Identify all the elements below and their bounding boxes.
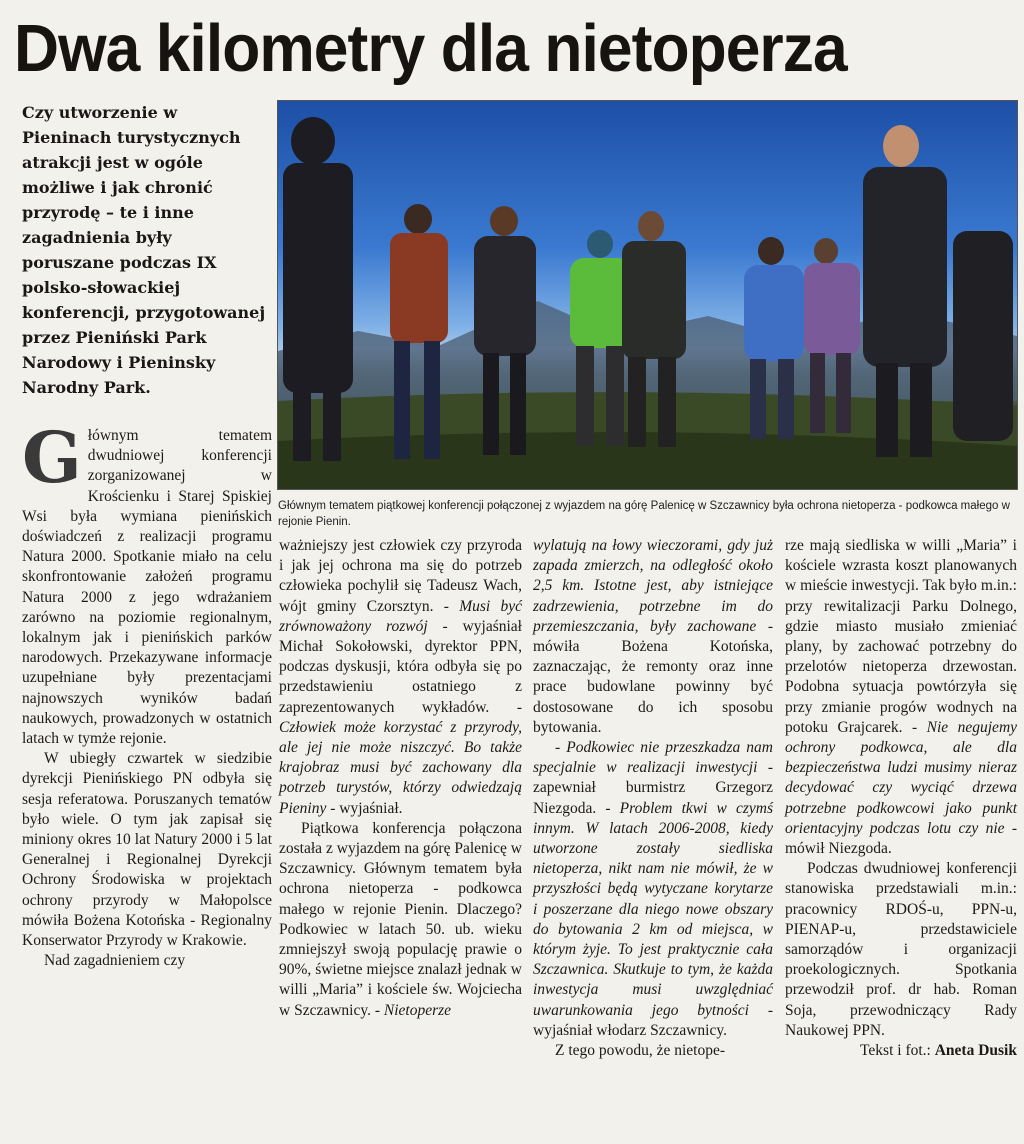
author-credit	[785, 1041, 1017, 1061]
text-run: - wyjaśniał.	[330, 799, 403, 817]
quote: Problem tkwi w czymś innym. W latach 2006-2008, kiedy utworzone zostały siedliska nietoperza, nikt nam nie mówił, że w przyszłości będą wytyczane korytarze i poszerzane dla niego nowe obszary do bytowania 2 km od miejsca, w którym żyje. To jest praktycznie cała Szczawnica. Skutkuje to tym, że każda inwestycja musi uwzględniać uwarunkowania jego bytności	[533, 799, 773, 1019]
quote: Człowiek może korzystać z przyrody, ale jej nie może niszczyć. Bo także krajobraz musi być zachowany dla potrzeb turystów, którzy odwiedzają Pieniny	[279, 718, 522, 817]
paragraph: Piątkowa konferencja połączona została z wyjazdem na górę Palenicę w Szczawnicy. Głównym tematem była ochrona nietoperza - podkowca małego w rejonie Pienin. Dlaczego? Podkowiec w latach 50. ub. wieku zmniejszył swoją populację prawie o 90%, świetne miejsce znalazł jednak w willi „Maria” i kościele św. Wojciecha w Szczawnicy. -	[279, 819, 522, 1019]
text-run: ważniejszy jest człowiek czy przyroda i jak jej ochrona ma się do potrzeb człowieka pochylił się Tadeusz Wach, wójt gminy Czorsztyn. -	[279, 537, 522, 615]
drop-cap: G	[22, 416, 82, 499]
column-2	[279, 536, 522, 1021]
credit-label: Tekst i fot.:	[860, 1042, 931, 1060]
quote: Nie negujemy ochrony podkowca, ale dla bezpieczeństwa ludzi musimy nieraz decydować czy wyciąć drzewa potrzebne podkowcowi jako punkt orientacyjny podczas lotu czy nie	[785, 718, 1018, 837]
paragraph: Podczas dwudniowej konferencji stanowiska przedstawiali m.in.: pracownicy RDOŚ-u, PPN-u, PIENAP-u, przedstawiciele samorządów i organizacji proekologicznych. Spotkania przewodził prof. dr hab. Roman Soja, przewodniczący Rady Naukowej PPN.	[785, 860, 1017, 1039]
quote: Musi być zrównoważony rozwój	[279, 597, 523, 635]
text-run: - mówił Niezgoda.	[785, 819, 1017, 858]
paragraph: Nad zagadnieniem czy	[44, 952, 186, 970]
text-run: - mówiła Bożena Kotońska, zaznaczając, że remonty oraz inne prace budowlane powinny być dostosowane do ich sposobu bytowania.	[533, 617, 773, 736]
quote: - Podkowiec nie przeszkadza nam specjalnie w realizacji inwestycji	[533, 739, 773, 777]
paragraph: łównym tematem dwudniowej konferencji zorganizowanej w Krościenku i Starej Spiskiej Wsi była wymiana pienińskich doświadczeń z realizacji programu Natura 2000. Spotkanie miało na celu skonfrontowanie założeń programu Natura 2000 z jego wdrażaniem zarówno na poziomie regionalnym, lokalnym jak i pienińskich parków narodowych. Przekazywane informacje uzupełniane były prezentacjami najnowszych wyników badań naukowych, prowadzonych w ostatnich latach w tymże rejonie.	[22, 427, 272, 748]
column-4	[785, 536, 1017, 1061]
article-photo	[277, 100, 1018, 490]
headline: Dwa kilometry dla nietoperza	[14, 11, 847, 86]
photo-caption: Głównym tematem piątkowej konferencji połączonej z wyjazdem na górę Palenicę w Szczawnicy była ochrona nietoperza - podkowca małego w rejonie Pienin.	[278, 500, 1010, 528]
quote: Nietoperze	[383, 1001, 452, 1019]
author-name: Aneta Dusik	[934, 1042, 1017, 1060]
text-run: - zapewniał burmistrz Grzegorz Niezgoda. -	[533, 759, 773, 817]
column-3	[533, 536, 773, 1061]
text-run: rze mają siedliska w willi „Maria” i kościele wzrasta koszt planowanych w mieście inwestycji. Tak było m.in.: przy rewitalizacji Parku Dolnego, gdzie miasto musiało zmieniać plany, by zachować potrzebny do przelotów nietoperza drzewostan. Podobna sytuacja powtórzyła się przy zmianie progów wodnych na potoku Grajcarek. -	[785, 537, 1017, 736]
group-of-people-illustration	[278, 101, 1017, 489]
paragraph: Z tego powodu, że nietope-	[555, 1042, 726, 1060]
quote: wylatują na łowy wieczorami, gdy już zapada zmierzch, na odległość około 2,5 km. Istotne jest, aby istniejące zadrzewienia, potrzebne im do przemieszczania, były zachowane	[533, 537, 773, 635]
paragraph: W ubiegły czwartek w siedzibie dyrekcji Pienińskiego PN odbyła się sesja referatowa. Poruszanych tematów było wiele. O tym jak zapisał się miniony okres 10 lat Natury 2000 i 5 lat Generalnej i Regionalnej Dyrekcji Ochrony Środowiska w projektach ochrony przyrody w Małopolsce mówiła Bożena Kotońska - Regionalny Konserwator Przyrody w Krakowie.	[22, 750, 272, 950]
lead-paragraph: Czy utworzenie w Pieninach turystycznych atrakcji jest w ogóle możliwe i jak chronić przyrodę – te i inne zagadnienia były poruszane podczas IX polsko-słowackiej konferencji, przygotowanej przez Pieniński Park Narodowy i Pieninsky Narodny Park.	[22, 103, 266, 397]
column-1	[22, 416, 272, 971]
text-run: - wyjaśniał Michał Sokołowski, dyrektor PPN, podczas dyskusji, która odbyła się po przedstawieniu ostatniego z zaprezentowanych wykładów. -	[279, 617, 522, 716]
text-run: - wyjaśniał włodarz Szczawnicy.	[533, 1001, 773, 1039]
